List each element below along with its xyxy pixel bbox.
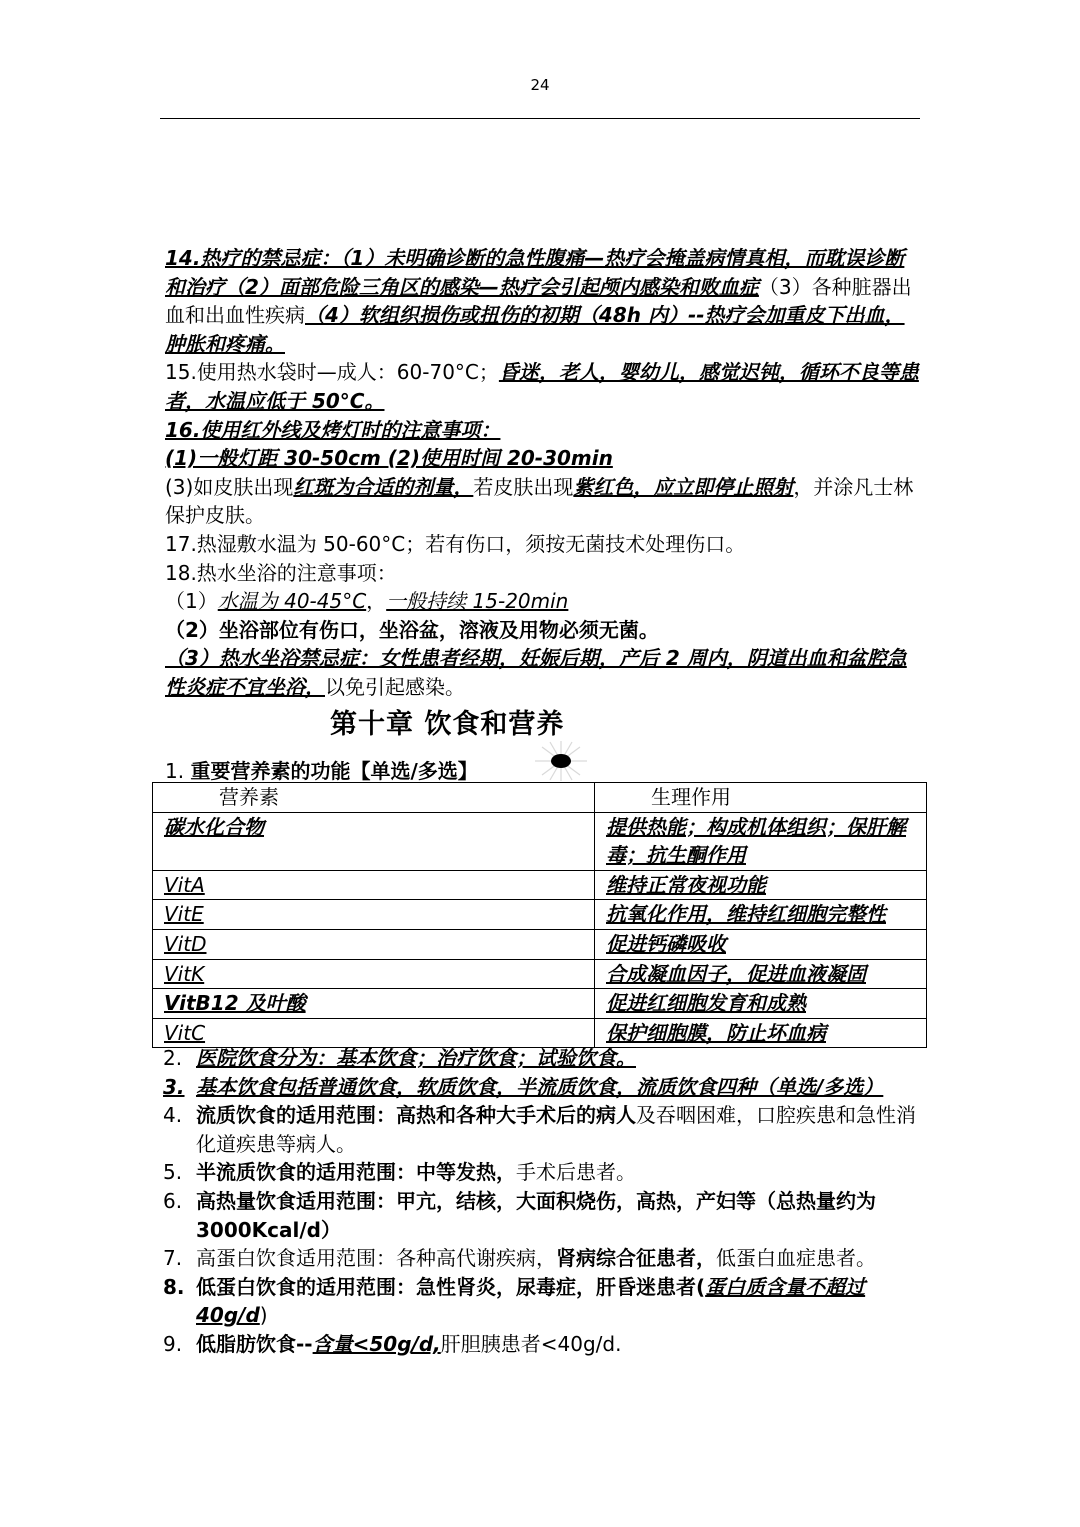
- item-16-line3: [165, 473, 920, 530]
- nutrient-cell: VitA: [153, 870, 595, 900]
- table-row: [153, 900, 927, 930]
- list-item: [163, 1187, 921, 1244]
- item-16-line1: (1)一般灯距 30-50cm (2)使用时间 20-30min: [165, 446, 613, 471]
- function-cell: 合成凝血因子，促进血液凝固: [595, 959, 927, 989]
- list-number: 8.: [163, 1274, 185, 1299]
- function-cell: 保护细胞膜，防止坏血病: [595, 1018, 927, 1048]
- item-18-duration: 一般持续 15-20min: [386, 589, 569, 614]
- table-row: [153, 812, 927, 870]
- item-15: [165, 358, 920, 415]
- list-text-underlined: 含量<50g/d,: [312, 1331, 441, 1356]
- item-18-line3: [165, 644, 920, 701]
- table-header-cell: 营养素: [153, 783, 595, 813]
- nutrient-cell: VitD: [153, 929, 595, 959]
- item-16-text-e: ，并涂凡士林保护皮肤。: [165, 474, 914, 528]
- nutrient-table: [152, 782, 927, 1048]
- list-number: 6.: [163, 1188, 183, 1213]
- list-item: [163, 1158, 921, 1187]
- item-18-contraindications: （3）热水坐浴禁忌症：女性患者经期，妊娠后期，产后 2 周内，阴道出血和盆腔急性炎症不宜坐浴，: [165, 646, 907, 699]
- list-number: 4.: [163, 1103, 183, 1128]
- item-18-l1-prefix: （1）: [165, 589, 218, 614]
- list-text-bold: 流质饮食的适用范围：高热和各种大手术后的病人: [196, 1103, 636, 1128]
- item-16-text-c: 若皮肤出现: [473, 474, 574, 499]
- section-1-number: 1.: [165, 759, 191, 783]
- item-15-special: 昏迷，老人，婴幼儿，感觉迟钝，循环不良等患者，水温应低于 50°C。: [165, 360, 919, 413]
- list-item: [163, 1244, 921, 1273]
- list-number: 3.: [163, 1074, 185, 1099]
- item-14-bleeding: （3）各种脏器出血和出血性疾病: [165, 274, 912, 328]
- item-14-contraindications: 14.热疗的禁忌症：（1）未明确诊断的急性腹痛—热疗会掩盖病情真相，而耽误诊断和治疗（2）面部危险三角区的感染—热疗会引起颅内感染和败血症: [165, 246, 905, 299]
- item-18-line2: （2）坐浴部位有伤口，坐浴盆，溶液及用物必须无菌。: [165, 617, 659, 642]
- item-17: 17.热湿敷水温为 50-60°C；若有伤口，须按无菌技术处理伤口。: [165, 531, 746, 556]
- item-16-purple: 紫红色，应立即停止照射: [573, 474, 794, 499]
- nutrient-cell: VitB12 及叶酸: [153, 989, 595, 1019]
- list-text-plain: 高蛋白饮食适用范围：各种高代谢疾病，: [196, 1246, 556, 1271]
- item-18-water-temp: 水温为 40-45°C: [217, 589, 367, 614]
- function-cell: 促进红细胞发育和成熟: [595, 989, 927, 1019]
- item-18-line1: [165, 587, 920, 616]
- list-number: 5.: [163, 1160, 183, 1185]
- section-1-heading: [165, 755, 478, 784]
- list-item: [163, 1101, 921, 1158]
- function-cell: 提供热能；构成机体组织；保肝解毒；抗生酮作用: [595, 812, 927, 870]
- table-row: [153, 959, 927, 989]
- list-text: [196, 1273, 921, 1330]
- list-item: [163, 1330, 921, 1359]
- nutrient-cell: 碳水化合物: [153, 812, 595, 870]
- list-text: 基本饮食包括普通饮食，软质饮食，半流质饮食，流质饮食四种（单选/多选）: [196, 1074, 884, 1099]
- chapter-title: 第十章 饮食和营养: [330, 709, 565, 740]
- list-text-plain: 手术后患者。: [516, 1160, 636, 1185]
- diet-list: [163, 1044, 921, 1359]
- list-item: [163, 1073, 921, 1102]
- function-cell: 抗氧化作用，维持红细胞完整性: [595, 900, 927, 930]
- item-16-erythema: 红斑为合适的剂量，: [293, 474, 474, 499]
- list-text: [196, 1330, 921, 1359]
- table-row: [153, 870, 927, 900]
- table-header-row: [153, 783, 927, 813]
- header-rule: [160, 118, 920, 119]
- table-header-cell: 生理作用: [595, 783, 927, 813]
- nutrient-cell: VitE: [153, 900, 595, 930]
- list-item: [163, 1273, 921, 1330]
- section-1-title: 重要营养素的功能【单选/多选】: [190, 759, 478, 783]
- list-text-plain: 低蛋白血症患者。: [716, 1246, 876, 1271]
- list-number: 9.: [163, 1331, 183, 1356]
- list-text: 医院饮食分为：基本饮食；治疗饮食；试验饮食。: [196, 1046, 636, 1070]
- nutrient-cell: VitK: [153, 959, 595, 989]
- item-16-text-a: (3)如皮肤出现: [165, 474, 294, 499]
- list-text-bold: 低脂肪饮食--: [196, 1331, 313, 1356]
- list-number: 7.: [163, 1246, 183, 1271]
- item-18-l3-rest: 以免引起感染。: [325, 674, 465, 699]
- body-text-block: [165, 244, 920, 702]
- table-row: [153, 989, 927, 1019]
- list-text-underlined: 蛋白质含量不超过 40g/d: [196, 1274, 866, 1328]
- item-18-title: 18.热水坐浴的注意事项：: [165, 560, 397, 585]
- list-text-bold: 肾病综合征患者，: [556, 1246, 716, 1271]
- list-item: [163, 1044, 921, 1073]
- page-number: 24: [530, 76, 550, 94]
- nutrient-cell: VitC: [153, 1018, 595, 1048]
- list-text: [196, 1158, 921, 1187]
- list-text-plain: 及吞咽困难，口腔疾患和急性消化道疾患等病人。: [196, 1103, 916, 1156]
- list-text: [196, 1244, 921, 1273]
- list-text-plain: 肝胆胰患者<40g/d.: [440, 1331, 622, 1356]
- table-row: [153, 929, 927, 959]
- function-cell: 促进钙磷吸收: [595, 929, 927, 959]
- function-cell: 维持正常夜视功能: [595, 870, 927, 900]
- list-text-plain: ): [259, 1303, 268, 1328]
- list-number: 2.: [163, 1046, 183, 1070]
- list-text-bold: 半流质饮食的适用范围：中等发热，: [196, 1160, 516, 1185]
- list-text: 高热量饮食适用范围：甲亢，结核，大面积烧伤，高热，产妇等（总热量约为 3000Kcal/d）: [196, 1188, 876, 1242]
- list-text-bold: 低蛋白饮食的适用范围：急性肾炎，尿毒症，肝昏迷患者(: [196, 1274, 706, 1299]
- item-14: [165, 244, 920, 358]
- item-16-title: 16.使用红外线及烤灯时的注意事项：: [165, 417, 501, 442]
- flower-ornament-icon: [527, 738, 595, 784]
- item-15-adult: 15.使用热水袋时—成人：60-70°C；: [165, 360, 499, 385]
- item-14-soft-tissue: （4）软组织损伤或扭伤的初期（48h 内）--热疗会加重皮下出血，肿胀和疼痛。: [165, 303, 905, 356]
- item-18-l1-sep: ，: [366, 589, 387, 614]
- list-text: [196, 1101, 921, 1158]
